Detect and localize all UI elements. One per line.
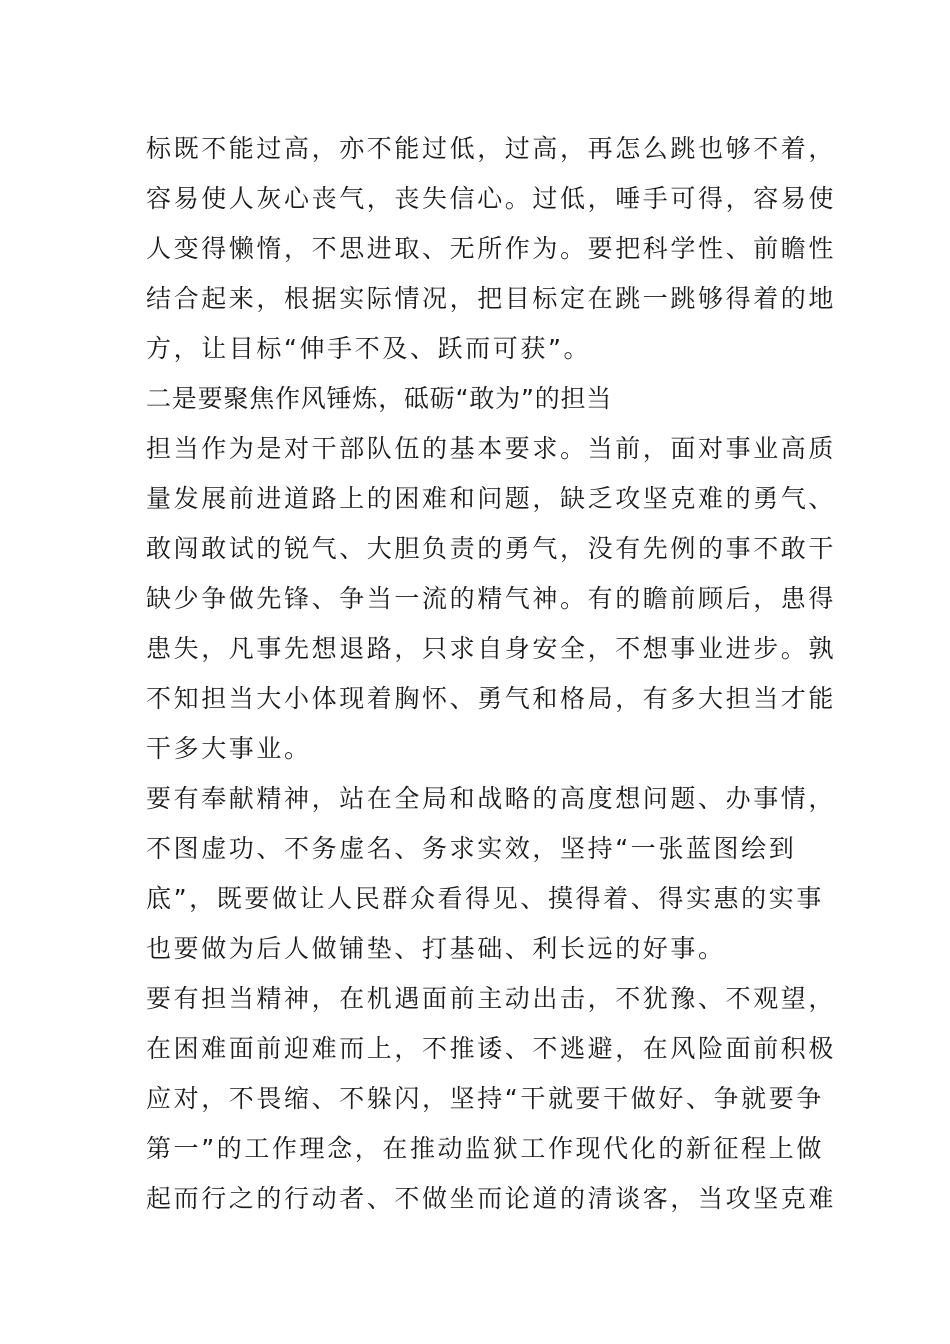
body-line: 不图虚功、不务虚名、务求实效，坚持“一张蓝图绘到 (146, 834, 797, 863)
body-line: 人变得懒惰，不思进取、无所作为。要把科学性、前瞻性 (146, 234, 837, 263)
body-line: 应对，不畏缩、不躲闪，坚持“干就要干做好、争就要争 (146, 1084, 824, 1113)
body-line: 容易使人灰心丧气，丧失信心。过低，唾手可得，容易使 (146, 184, 837, 213)
body-line: 要有奉献精神，站在全局和战略的高度想问题、办事情， (146, 784, 837, 813)
body-line: 不知担当大小体现着胸怀、勇气和格局，有多大担当才能 (146, 684, 837, 713)
body-line: 方，让目标“伸手不及、跃而可获”。 (146, 334, 592, 363)
body-line: 量发展前进道路上的困难和问题，缺乏攻坚克难的勇气、 (146, 484, 837, 513)
body-line: 底”，既要做让人民群众看得见、摸得着、得实惠的实事 (146, 884, 824, 913)
body-line: 结合起来，根据实际情况，把目标定在跳一跳够得着的地 (146, 284, 837, 313)
document-body (146, 124, 837, 1224)
body-line: 第一”的工作理念，在推动监狱工作现代化的新征程上做 (146, 1134, 824, 1163)
body-line: 也要做为后人做铺垫、打基础、利长远的好事。 (146, 934, 726, 963)
body-line: 标既不能过高，亦不能过低，过高，再怎么跳也够不着， (146, 134, 837, 163)
body-line: 患失，凡事先想退路，只求自身安全，不想事业进步。孰 (146, 634, 837, 663)
body-line: 担当作为是对干部队伍的基本要求。当前，面对事业高质 (146, 434, 837, 463)
body-line: 干多大事业。 (146, 734, 312, 763)
body-line: 要有担当精神，在机遇面前主动出击，不犹豫、不观望， (146, 984, 837, 1013)
section-heading: 二是要聚焦作风锤炼，砥砺“敢为”的担当 (146, 384, 613, 413)
body-line: 敢闯敢试的锐气、大胆负责的勇气，没有先例的事不敢干 (146, 534, 837, 563)
body-line: 起而行之的行动者、不做坐而论道的清谈客，当攻坚克难 (146, 1184, 837, 1213)
body-line: 在困难面前迎难而上，不推诿、不逃避，在风险面前积极 (146, 1034, 837, 1063)
body-line: 缺少争做先锋、争当一流的精气神。有的瞻前顾后，患得 (146, 584, 837, 613)
